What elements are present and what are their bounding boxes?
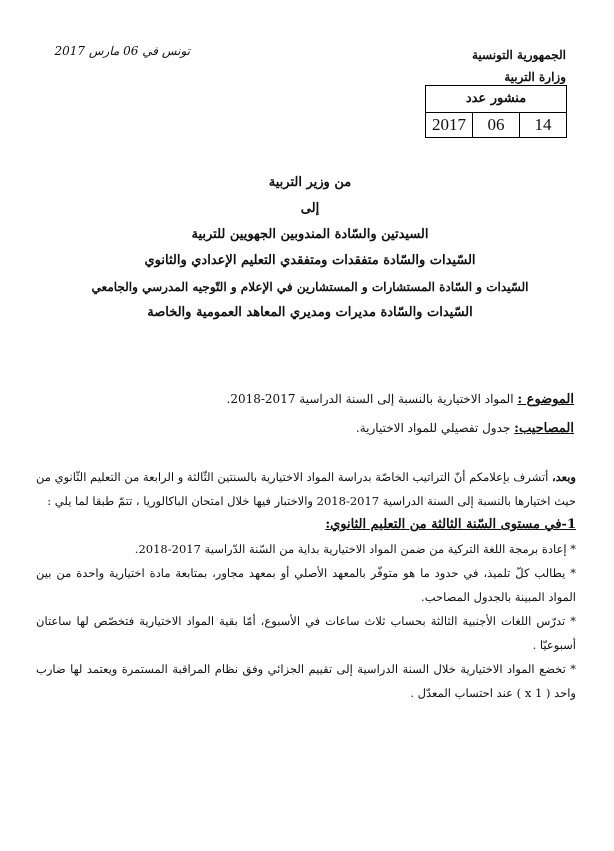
ministry-header bbox=[406, 44, 566, 88]
sender-line: من وزير التربية bbox=[268, 175, 352, 190]
circular-year: 2017 bbox=[426, 113, 473, 137]
to-line: إلى bbox=[300, 201, 320, 216]
subject-label: الموضوع : bbox=[517, 392, 574, 407]
recipient-line: السّيدات والسّادة مديرات ومديري المعاهد العمومية والخاصة bbox=[147, 305, 473, 320]
circular-number: 14 bbox=[534, 115, 552, 134]
letter-body bbox=[36, 465, 576, 705]
circular-title: منشور عدد bbox=[426, 86, 566, 113]
attachment-text: جدول تفصيلي للمواد الاختيارية. bbox=[355, 421, 511, 435]
attachment-line bbox=[54, 414, 574, 443]
opening-word: وبعد، bbox=[551, 470, 576, 484]
recipient-line: السّيدات و السّادة المستشارات و المستشارين في الإعلام و التّوجيه المدرسي والجامعي bbox=[91, 280, 529, 294]
bullet-item: * إعادة برمجة اللغة التركية من ضمن المواد الاختيارية بداية من السّنة الدّراسية 2017-2018. bbox=[134, 542, 576, 556]
section-heading: 1-في مستوى السّنة الثالثة من التعليم الثانوي: bbox=[325, 517, 576, 532]
circular-number-row bbox=[426, 113, 566, 137]
recipient-line: السيدتين والسّادة المندوبين الجهويين للتربية bbox=[191, 227, 429, 242]
intro-text: أتشرف بإعلامكم أنّ التراتيب الخاصّة بدراسة المواد الاختيارية بالسنتين الثّالثة و الرابعة من التعليم الثّانوي من حيث اختيارها بالنسبة إلى السنة الدراسية 2017-2018 والاختبار فيها خلال امتحان الباكالوريا ، تتمّ طبقا لما يلي : bbox=[36, 470, 576, 508]
circular-number-box bbox=[425, 85, 567, 138]
recipients-block bbox=[60, 170, 560, 326]
republic-name: الجمهورية التونسية bbox=[471, 48, 566, 62]
attachment-label: المصاحيب: bbox=[514, 421, 574, 436]
subject-block bbox=[54, 385, 574, 443]
intro-paragraph bbox=[36, 465, 576, 513]
bullet-item: * تخضع المواد الاختيارية خلال السنة الدراسية إلى تقييم الجزائي وفق نظام المراقبة المستمرة ويعتمد لها ضارب واحد ( 1 x ) عند احتساب المعدّل . bbox=[36, 662, 576, 700]
bullet-item: * تدرّس اللغات الأجنبية الثالثة بحساب ثلاث ساعات في الأسبوع، أمّا بقية المواد الاختيارية فتخصّص لها ساعتان أسبوعيّا . bbox=[36, 614, 576, 652]
place-date-text: تونس في 06 مارس 2017 bbox=[54, 44, 190, 58]
subject-line bbox=[54, 385, 574, 414]
place-date bbox=[40, 42, 190, 60]
subject-text: المواد الاختيارية بالنسبة إلى السنة الدراسية 2017-2018. bbox=[226, 392, 514, 406]
ministry-name: وزارة التربية bbox=[504, 70, 566, 84]
bullet-item: * يطالب كلّ تلميذ، في حدود ما هو متوفّر بالمعهد الأصلي أو بمعهد مجاور، بمتابعة مادة اختيارية واحدة من بين المواد المبينة بالجدول المصاحب. bbox=[36, 566, 576, 604]
circular-month: 06 bbox=[473, 113, 520, 137]
recipient-line: السّيدات والسّادة متفقدات ومتفقدي التعليم الإعدادي والثانوي bbox=[144, 253, 476, 268]
